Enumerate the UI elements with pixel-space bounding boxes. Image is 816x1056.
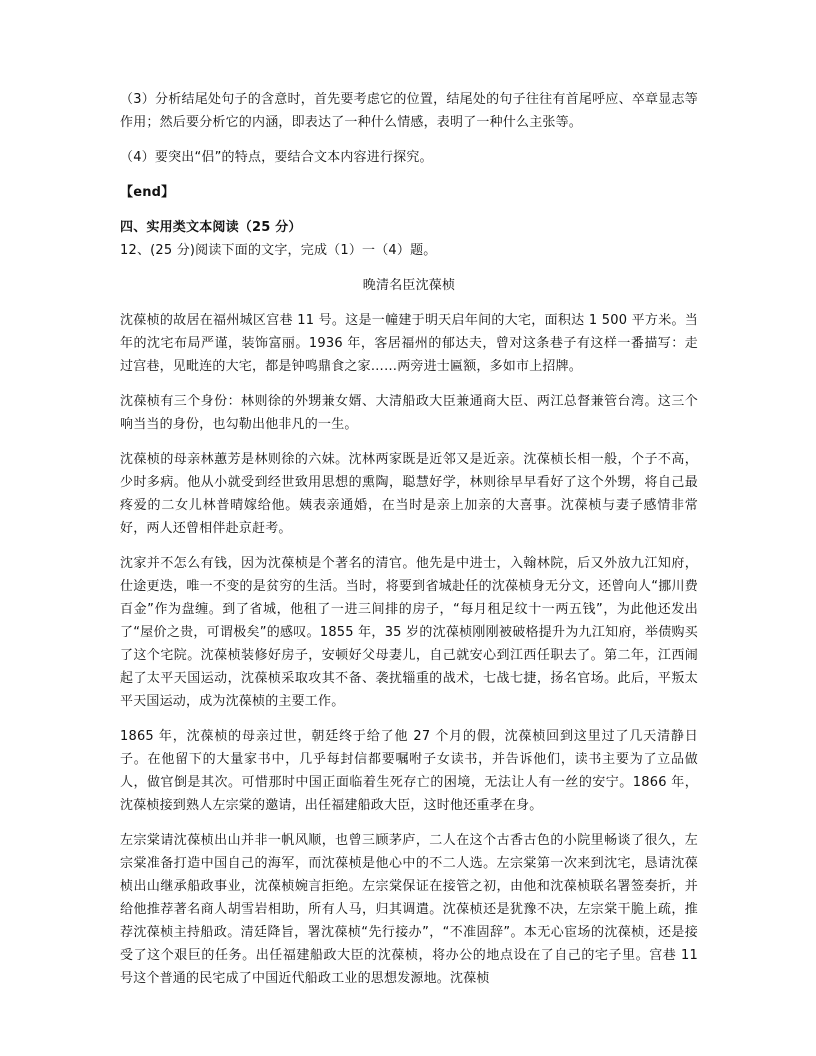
- answer-hint-3: （3）分析结尾处句子的含意时，首先要考虑它的位置，结尾处的句子往往有首尾呼应、卒章显志等作用；然后要分析它的内涵，即表达了一种什么情感，表明了一种什么主张等。: [120, 92, 698, 130]
- article-paragraph: 左宗棠请沈葆桢出山并非一帆风顺，也曾三顾茅庐，二人在这个古香古色的小院里畅谈了很久，左宗棠准备打造中国自己的海军，而沈葆桢是他心中的不二人选。左宗棠第一次来到沈宅，恳请沈葆桢出山继承船政事业，沈葆桢婉言拒绝。左宗棠保证在接管之初，由他和沈葆桢联名署签奏折，并给他推荐著名商人胡雪岩相助，所有人马，归其调遣。沈葆桢还是犹豫不决，左宗棠干脆上疏，推荐沈葆桢主持船政。清廷降旨，署沈葆桢“先行接办”，“不准固辞”。本无心宦场的沈葆桢，还是接受了这个艰巨的任务。出任福建船政大臣的沈葆桢，将办公的地点设在了自己的宅子里。宫巷 11 号这个普通的民宅成了中国近代船政工业的思想发源地。沈葆桢: [120, 833, 698, 986]
- article-paragraph: 沈葆桢有三个身份：林则徐的外甥兼女婿、大清船政大臣兼通商大臣、两江总督兼管台湾。这三个响当当的身份，也勾勒出他非凡的一生。: [120, 394, 698, 432]
- article-paragraph: 沈家并不怎么有钱，因为沈葆桢是个著名的清官。他先是中进士，入翰林院，后又外放九江知府，仕途更迭，唯一不变的是贫穷的生活。当时，将要到省城赴任的沈葆桢身无分文，还曾向人“挪川费百金”作为盘缠。到了省城，他租了一进三间排的房子，“每月租足纹十一两五钱”，为此他还发出了“屋价之贵，可谓极矣”的感叹。1855 年，35 岁的沈葆桢刚刚被破格提升为九江知府，举债购买了这个宅院。沈葆桢装修好房子，安顿好父母妻儿，自己就安心到江西任职去了。第二年，江西闹起了太平天国运动，沈葆桢采取攻其不备、袭扰辎重的战术，七战七捷，扬名官场。此后，平叛太平天国运动，成为沈葆桢的主要工作。: [120, 556, 698, 709]
- answer-hint-4: （4）要突出“侣”的特点，要结合文本内容进行探究。: [120, 150, 433, 165]
- article-paragraph: 1865 年，沈葆桢的母亲过世，朝廷终于给了他 27 个月的假，沈葆桢回到这里过了几天清静日子。在他留下的大量家书中，几乎每封信都要嘱咐子女读书，并告诉他们，读书主要为了立品做人，做官倒是其次。可惜那时中国正面临着生死存亡的困境，无法让人有一丝的安宁。1866 年，沈葆桢接到熟人左宗棠的邀请，出任福建船政大臣，这时他还重孝在身。: [120, 729, 698, 813]
- section-heading: 四、实用类文本阅读（25 分）: [120, 220, 302, 235]
- question-prompt: 12、(25 分)阅读下面的文字，完成（1）一（4）题。: [120, 243, 437, 258]
- end-marker: 【end】: [120, 185, 175, 200]
- document-page: [120, 88, 698, 990]
- article-paragraph: 沈葆桢的故居在福州城区宫巷 11 号。这是一幢建于明天启年间的大宅，面积达 1 500 平方米。当年的沈宅布局严谨，装饰富丽。1936 年，客居福州的郁达夫，曾对这条巷子有这样一番描写：走过宫巷，见毗连的大宅，都是钟鸣鼎食之家……两旁进士匾额，多如市上招牌。: [120, 313, 698, 374]
- article-title: 晚清名臣沈葆桢: [362, 278, 456, 293]
- article-paragraph: 沈葆桢的母亲林蕙芳是林则徐的六妹。沈林两家既是近邻又是近亲。沈葆桢长相一般，个子不高，少时多病。他从小就受到经世致用思想的熏陶，聪慧好学，林则徐早早看好了这个外甥，将自己最疼爱的二女儿林普晴嫁给他。姨表亲通婚，在当时是亲上加亲的大喜事。沈葆桢与妻子感情非常好，两人还曾相伴赴京赶考。: [120, 452, 698, 536]
